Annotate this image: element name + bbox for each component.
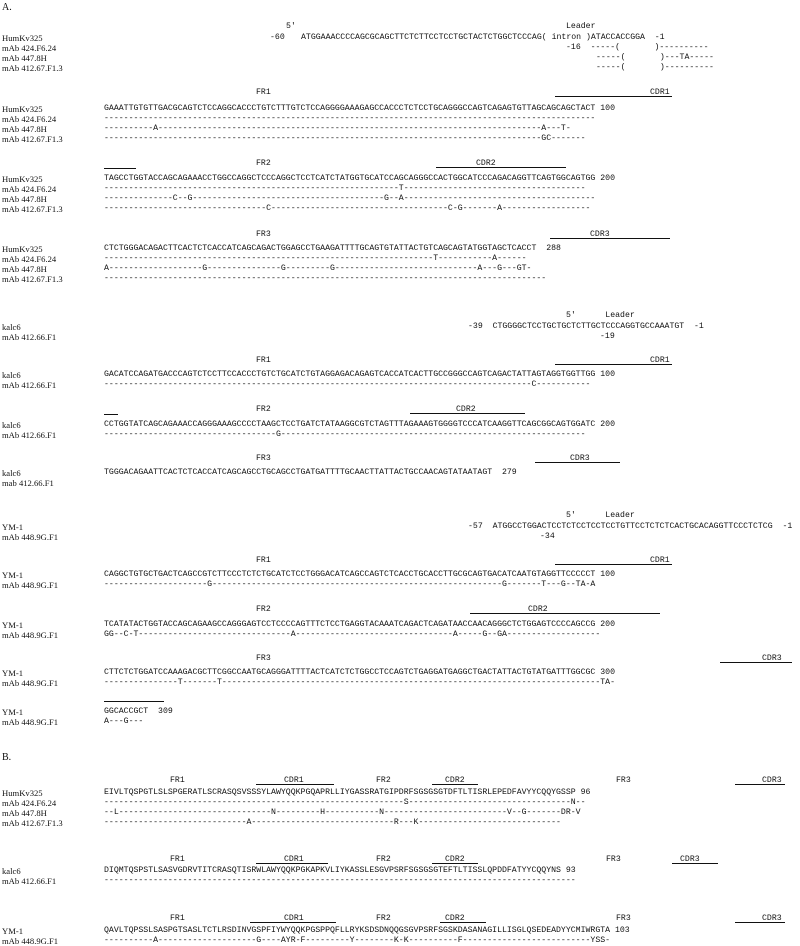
section-label: B. — [2, 752, 12, 763]
sequence-text: -34 — [540, 532, 555, 541]
sequence-text: CCTGGTATCAGCAGAAACCAGGGAAAGCCCCTAAGCTCCTGATCTATAAGGCGTCTAGTTTAGAAAGTGGGGTCCCATCAAGGTTCAGCGGCAGTGGATC 200 — [104, 420, 615, 429]
sequence-text: CTTCTCTGGATCCAAAGACGCTTCGGCCAATGCAGGGATTTTACTCATCTCTGGCCTCCAGTCTGAGGATGAGGCTGACTATTACTGTATGATTTGGCGC 300 — [104, 668, 615, 677]
sequence-label: mAb 412.67.F1.3 — [2, 63, 63, 73]
sequence-text: -----------------------------------------------------------------------------------------GC------- — [104, 134, 586, 143]
cdr2-bar-b2 — [432, 863, 478, 864]
sequence-text: -----------------------------------G-------------------------------------------------------------- — [104, 430, 586, 439]
section-label: A. — [2, 2, 12, 13]
cdr3-bar-y3 — [720, 662, 792, 663]
sequence-text: CDR3 — [762, 654, 782, 663]
sequence-text: FR3 — [256, 654, 271, 663]
sequence-label: HumKv325 — [2, 33, 43, 43]
sequence-label: mAb 412.67.F1.3 — [2, 134, 63, 144]
sequence-label: mAb 412.67.F1.3 — [2, 818, 63, 828]
cdr2-bar-y2 — [470, 613, 660, 614]
sequence-text: TAGCCTGGTACCAGCAGAAACCTGGCCAGGCTCCCAGGCTCCTCATCTATGGTGCATCCAGCAGGGCCACTGGCATCCCAGACAGGTTCAGTGGCAGTGG 200 — [104, 174, 615, 183]
sequence-text: 5' Leader — [566, 311, 635, 320]
sequence-text: GGCACCGCT 309 — [104, 707, 173, 716]
sequence-text: CDR1 — [284, 776, 304, 785]
sequence-label: mAb 448.9G.F1 — [2, 678, 59, 688]
sequence-text: CDR2 — [528, 605, 548, 614]
sequence-text: ---------------------------------------------------------------------------------------C----------- — [104, 380, 591, 389]
sequence-text: -19 — [600, 332, 615, 341]
sequence-text: QAVLTQPSSLSASPGTSASLTCTLRSDINVGSPFIYWYQQKPGSPPQFLLRYKSDSDNQQGSGVPSRFSGSKDASANAGILLISGLQSEDEADYYCMIWRGTA 103 — [104, 926, 630, 935]
sequence-text: TCATATACTGGTACCAGCAGAAGCCAGGGAGTCCTCCCCAGTTTCTCCTGAGGTACAAATCAGACTCAGATAACCAACAGGGCTCTGGAGTCCCCAGCCG 200 — [104, 620, 615, 629]
cdr1-bar-a1 — [555, 96, 672, 97]
sequence-text: ---------------------G-----------------------------------------------------------G-------T---G--TA-A — [104, 580, 596, 589]
cdr1-bar-y1 — [555, 564, 672, 565]
sequence-text: FR3 — [616, 914, 631, 923]
sequence-text: EIVLTQSPGTLSLSPGERATLSCRASQSVSSSYLAWYQQKPGQAPRLLIYGASSRATGIPDRFSGSGSGTDFTLTISRLEPEDFAVYYCQQYGSSP 96 — [104, 788, 591, 797]
cdr3-bar-b2 — [672, 863, 718, 864]
cdr1-bar-b3 — [250, 922, 336, 923]
sequence-label: mAb 448.9G.F1 — [2, 580, 59, 590]
sequence-text: -------------------------------------------------------------------T-----------A------ — [104, 254, 527, 263]
sequence-text: A---G--- — [104, 717, 144, 726]
sequence-label: YM-1 — [2, 926, 24, 936]
sequence-label: mAb 412.66.F1 — [2, 876, 57, 886]
sequence-label: kalc6 — [2, 370, 21, 380]
sequence-text: FR3 — [606, 855, 621, 864]
cdr3-bar-a3 — [550, 238, 670, 239]
sequence-text: CDR1 — [284, 914, 304, 923]
sequence-text: 5' — [286, 22, 296, 31]
cdr2-bar-k2 — [410, 413, 525, 414]
sequence-text: ------------------------------------------------------------------------------------------ — [104, 274, 547, 283]
cdr2-bar-b1 — [432, 784, 478, 785]
cdr2-bar-a2 — [436, 167, 566, 168]
sequence-text: CDR3 — [680, 855, 700, 864]
sequence-label: mAb 447.8H — [2, 808, 47, 818]
sequence-label: YM-1 — [2, 620, 24, 630]
sequence-label: YM-1 — [2, 707, 24, 717]
sequence-text: FR1 — [256, 356, 271, 365]
sequence-text: ---------------------------------------------------------------------------------------------------- — [104, 114, 596, 123]
sequence-text: FR3 — [256, 454, 271, 463]
fr-bar-k2 — [104, 414, 118, 415]
cdr3-bar-y4 — [104, 701, 164, 702]
sequence-text: CDR2 — [476, 159, 496, 168]
sequence-text: -----------------------------A-----------------------------R---K----------------------------- — [104, 818, 561, 827]
sequence-label: mAb 412.66.F1 — [2, 380, 57, 390]
sequence-label: mAb 424.F6.24 — [2, 798, 57, 808]
sequence-text: CAGGCTGTGCTGACTCAGCCGTCTTCCCTCTCTGCATCTCCTGGGACATCAGCCAGTCTCACCTGCACCTTGCGCAGTGACATCAATGTAGGTTCCCCCT 100 — [104, 570, 615, 579]
cdr3-bar-k3 — [535, 462, 620, 463]
sequence-label: mAb 412.66.F1 — [2, 332, 57, 342]
cdr1-bar-k1 — [555, 364, 672, 365]
sequence-text: CDR3 — [590, 230, 610, 239]
sequence-text: CDR2 — [456, 405, 476, 414]
sequence-text: FR2 — [256, 405, 271, 414]
sequence-text: --L-------------------------------N---------H-----------N-------------------------V--G-------DR-V — [104, 808, 581, 817]
sequence-label: mAb 412.67.F1.3 — [2, 204, 63, 214]
sequence-text: -60 — [270, 33, 285, 42]
cdr3-bar-b1 — [735, 784, 785, 785]
cdr2-bar-b3 — [440, 922, 486, 923]
sequence-text: CDR1 — [650, 556, 670, 565]
sequence-label: mAb 447.8H — [2, 124, 47, 134]
sequence-text: -----( )---------- — [596, 63, 714, 72]
sequence-text: -57 ATGGCCTGGACTCCTCTCCTCCTCCTGTTCCTCTCTCACTGCACAGGTTCCCTCTCG -1 — [468, 522, 793, 531]
sequence-text: DIQMTQSPSTLSASVGDRVTITCRASQTISRWLAWYQQKPGKAPKVLIYKASSLESGVPSRFSGSGSGTEFTLTISSLQPDDFATYYCQQYNS 93 — [104, 866, 576, 875]
sequence-text: CDR1 — [650, 356, 670, 365]
sequence-label: mAb 447.8H — [2, 53, 47, 63]
sequence-label: HumKv325 — [2, 104, 43, 114]
sequence-text: ATGGAAACCCCAGCGCAGCTTCTCTTCCTCCTGCTACTCTGGCTCCCAG( intron )ATACCACCGGA -1 — [301, 33, 665, 42]
sequence-text: CDR3 — [762, 776, 782, 785]
sequence-label: kalc6 — [2, 468, 21, 478]
sequence-text: CDR3 — [762, 914, 782, 923]
sequence-text: ------------------------------------------------------------------------------------------------ — [104, 876, 576, 885]
sequence-label: YM-1 — [2, 522, 24, 532]
sequence-label: YM-1 — [2, 570, 24, 580]
sequence-text: CDR2 — [445, 914, 465, 923]
cdr1-bar-b1 — [256, 784, 334, 785]
sequence-text: FR1 — [170, 776, 185, 785]
sequence-text: GACATCCAGATGACCCAGTCTCCTTCCACCCTGTCTGCATCTGTAGGAGACAGAGTCACCATCACTTGCCGGGCCAGTCAGACTATTAGTAGGTGGTTGG 100 — [104, 370, 615, 379]
sequence-text: ---------------T-------T-----------------------------------------------------------------------------TA- — [104, 678, 615, 687]
sequence-text: TGGGACAGAATTCACTCTCACCATCAGCAGCCTGCAGCCTGATGATTTTGCAACTTATTACTGCCAACAGTATAATAGT 279 — [104, 468, 517, 477]
sequence-text: GAAATTGTGTTGACGCAGTCTCCAGGCACCCTGTCTTTGTCTCCAGGGGAAAGAGCCACCCTCTCCTGCAGGGCCAGTCAGAGTGTTAGCAGCAGCTACT 100 — [104, 104, 615, 113]
sequence-label: mAb 448.9G.F1 — [2, 630, 59, 640]
sequence-text: FR3 — [616, 776, 631, 785]
sequence-label: mAb 424.F6.24 — [2, 184, 57, 194]
cdr3-bar-b3 — [735, 922, 785, 923]
sequence-text: ----------A------------------------------------------------------------------------------A---T- — [104, 124, 571, 133]
sequence-text: FR2 — [256, 159, 271, 168]
sequence-text: --------------C--G---------------------------------------G--A--------------------------------------- — [104, 194, 596, 203]
sequence-label: mAb 447.8H — [2, 264, 47, 274]
sequence-label: mab 412.66.F1 — [2, 478, 54, 488]
sequence-text: CDR2 — [445, 855, 465, 864]
sequence-text: CTCTGGGACAGACTTCACTCTCACCATCAGCAGACTGGAGCCTGAAGATTTTGCAGTGTATTACTGTCAGCAGTATGGTAGCTCACCT 288 — [104, 244, 561, 253]
sequence-text: CDR1 — [284, 855, 304, 864]
sequence-text: FR2 — [256, 605, 271, 614]
sequence-label: mAb 448.9G.F1 — [2, 532, 59, 542]
sequence-label: mAb 424.F6.24 — [2, 114, 57, 124]
sequence-text: GG--C-T-------------------------------A--------------------------------A-----G--GA------------------- — [104, 630, 601, 639]
sequence-label: kalc6 — [2, 322, 21, 332]
sequence-text: 5' Leader — [566, 511, 635, 520]
sequence-text: FR1 — [256, 556, 271, 565]
sequence-text: -16 -----( )---------- — [566, 43, 709, 52]
sequence-label: HumKv325 — [2, 788, 43, 798]
sequence-text: FR2 — [376, 914, 391, 923]
sequence-label: mAb 447.8H — [2, 194, 47, 204]
sequence-text: ---------------------------------C------------------------------------C-G-------A------------------ — [104, 204, 591, 213]
sequence-text: -------------------------------------------------------------S---------------------------------N-- — [104, 798, 586, 807]
fr-bar-a2 — [104, 168, 136, 169]
sequence-text: FR2 — [376, 855, 391, 864]
sequence-label: mAb 424.F6.24 — [2, 254, 57, 264]
sequence-label: mAb 448.9G.F1 — [2, 717, 59, 727]
sequence-text: CDR2 — [445, 776, 465, 785]
sequence-label: mAb 448.9G.F1 — [2, 936, 59, 946]
cdr1-bar-b2 — [256, 863, 328, 864]
sequence-text: ----------A--------------------G----AYR-F---------Y--------K-K----------F--------------------------YSS- — [104, 936, 611, 945]
sequence-text: Leader — [566, 22, 596, 31]
sequence-label: HumKv325 — [2, 244, 43, 254]
sequence-text: CDR3 — [570, 454, 590, 463]
sequence-text: FR1 — [170, 914, 185, 923]
sequence-label: HumKv325 — [2, 174, 43, 184]
sequence-text: ------------------------------------------------------------T------------------------------------- — [104, 184, 586, 193]
sequence-text: A-------------------G---------------G---------G-----------------------------A---G---GT- — [104, 264, 532, 273]
sequence-text: FR1 — [170, 855, 185, 864]
sequence-label: mAb 412.66.F1 — [2, 430, 57, 440]
sequence-text: FR2 — [376, 776, 391, 785]
sequence-text: -----( )---TA----- — [596, 53, 714, 62]
sequence-text: CDR1 — [650, 88, 670, 97]
sequence-label: mAb 412.67.F1.3 — [2, 274, 63, 284]
sequence-label: mAb 424.F6.24 — [2, 43, 57, 53]
sequence-label: kalc6 — [2, 866, 21, 876]
sequence-text: -39 CTGGGGCTCCTGCTGCTCTTGCTCCCAGGTGCCAAATGT -1 — [468, 322, 704, 331]
sequence-text: FR1 — [256, 88, 271, 97]
sequence-label: kalc6 — [2, 420, 21, 430]
sequence-text: FR3 — [256, 230, 271, 239]
sequence-label: YM-1 — [2, 668, 24, 678]
